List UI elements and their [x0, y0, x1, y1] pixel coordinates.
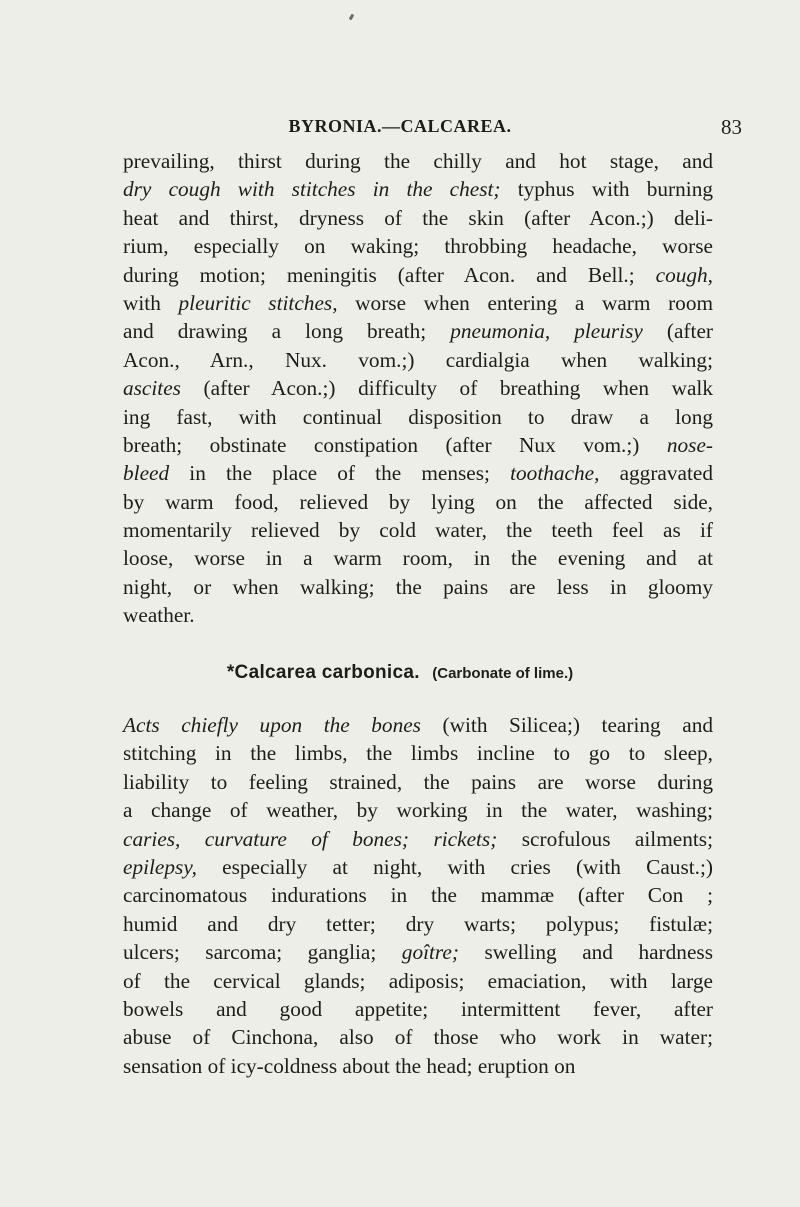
italic-phrase: goître; [401, 940, 459, 965]
italic-phrase: epilepsy, [123, 854, 197, 879]
italic-phrase: pleuritic stitches, [178, 290, 338, 315]
italic-phrase: ascites [123, 376, 181, 401]
text-line [123, 147, 713, 175]
text-run: swelling and hardness [458, 940, 713, 965]
text-line [123, 175, 713, 203]
text-run: by warm food, relieved by lying on the affected side, [123, 489, 713, 514]
text-line [123, 739, 713, 767]
text-run: heat and thirst, dryness of the skin (after Acon.;) deli- [123, 205, 713, 230]
text-run: a change of weather, by working in the water, washing; [123, 798, 713, 823]
text-line [123, 488, 713, 516]
text-line [123, 825, 713, 853]
text-line [123, 516, 713, 544]
text-run: carcinomatous indurations in the mammæ (after Con ; [123, 883, 713, 908]
text-line [123, 967, 713, 995]
text-run: during motion; meningitis (after Acon. and Bell.; [123, 262, 656, 287]
text-run: abuse of Cinchona, also of those who work in water; [123, 1025, 713, 1050]
text-run: loose, worse in a warm room, in the evening and at [123, 546, 713, 571]
text-line [123, 431, 713, 459]
italic-phrase: caries, curvature of bones; rickets; [123, 826, 498, 851]
italic-phrase: cough, [655, 262, 713, 287]
ink-speck [349, 14, 355, 21]
italic-phrase: dry cough with stitches in the chest; [123, 177, 501, 202]
remedy-common-name: (Carbonate of lime.) [432, 665, 574, 682]
text-line [123, 261, 713, 289]
text-run: especially at night, with cries (with Caust.;) [196, 854, 713, 879]
text-line [123, 768, 713, 796]
text-line [123, 711, 713, 739]
text-run: stitching in the limbs, the limbs incline to go to sleep, [123, 741, 713, 766]
text-line [123, 853, 713, 881]
text-run: of the cervical glands; adiposis; emaciation, with large [123, 968, 713, 993]
text-run: (with Silicea;) tearing and [420, 713, 713, 737]
running-title: BYRONIA.—CALCAREA. [288, 116, 512, 136]
italic-phrase: nose- [666, 432, 713, 457]
text-line [123, 796, 713, 824]
text-line [123, 881, 713, 909]
text-line [123, 374, 713, 402]
text-line [123, 938, 713, 966]
text-run: liability to feeling strained, the pains are worse during [123, 769, 713, 794]
text-line [123, 289, 713, 317]
calcarea-paragraph [123, 711, 713, 1080]
text-run: prevailing, thirst during the chilly and hot stage, and [123, 149, 713, 173]
text-run: with [123, 290, 179, 315]
italic-phrase: Acts chiefly upon the bones [123, 713, 421, 737]
text-run: momentarily relieved by cold water, the teeth feel as if [123, 518, 713, 543]
remedy-name: *Calcarea carbonica. [226, 662, 420, 683]
text-line [123, 910, 713, 938]
running-head [0, 116, 800, 142]
text-run: breath; obstinate constipation (after Nux vom.;) [123, 432, 667, 457]
text-line [123, 573, 713, 601]
text-line [123, 1052, 713, 1080]
italic-phrase: toothache, [510, 461, 600, 486]
section-heading [0, 662, 800, 684]
text-line [123, 317, 713, 345]
page-number: 83 [721, 115, 742, 139]
text-line [123, 403, 713, 431]
text-run: bowels and good appetite; intermittent fever, after [123, 996, 713, 1021]
text-run: aggravated [599, 461, 713, 486]
text-run: in the place of the menses; [169, 461, 511, 486]
text-run: (after Acon.;) difficulty of breathing when walk [180, 376, 713, 401]
text-line [123, 204, 713, 232]
italic-phrase: pneumonia, pleurisy [450, 319, 643, 344]
text-line [123, 232, 713, 260]
text-run: ing fast, with continual disposition to draw a long [123, 404, 713, 429]
text-line [123, 995, 713, 1023]
text-line [123, 459, 713, 487]
text-run: typhus with burning [500, 177, 713, 202]
text-run: (after [642, 319, 713, 344]
text-line [123, 346, 713, 374]
text-run: humid and dry tetter; dry warts; polypus; fistulæ; [123, 911, 713, 936]
text-run: scrofulous ailments; [497, 826, 713, 851]
text-run: night, or when walking; the pains are less in gloomy [123, 574, 713, 599]
text-run: and drawing a long breath; [123, 319, 451, 344]
text-line [123, 544, 713, 572]
text-run: rium, especially on waking; throbbing headache, worse [123, 234, 713, 259]
byronia-paragraph [123, 147, 713, 630]
text-line [123, 601, 713, 629]
text-run: Acon., Arn., Nux. vom.;) cardialgia when walking; [123, 347, 713, 372]
text-run: ulcers; sarcoma; ganglia; [123, 940, 402, 965]
italic-phrase: bleed [123, 461, 170, 486]
text-run: sensation of icy-coldness about the head; eruption on [123, 1053, 576, 1078]
text-line [123, 1023, 713, 1051]
text-run: weather. [123, 603, 195, 628]
text-run: worse when entering a warm room [337, 290, 714, 315]
